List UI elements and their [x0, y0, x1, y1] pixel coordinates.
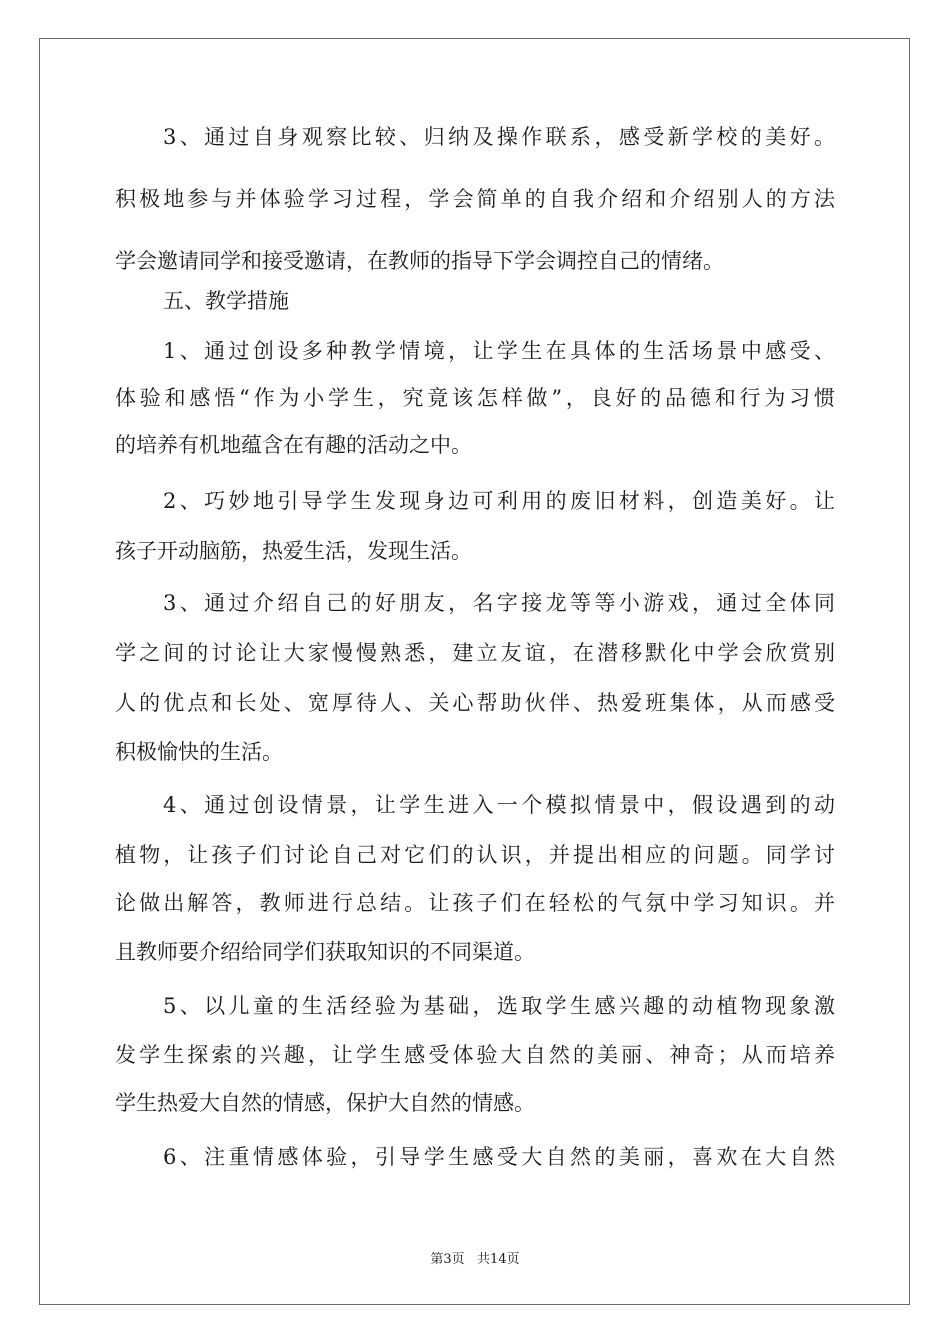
text-line: 5、以儿童的生活经验为基础，选取学生感兴趣的动植物现象激: [163, 994, 835, 1018]
text-line: 学生热爱大自然的情感，保护大自然的情感。: [115, 1091, 535, 1115]
text-line: 的培养有机地蕴含在有趣的活动之中。: [115, 433, 472, 457]
text-line: 人的优点和长处、宽厚待人、关心帮助伙伴、热爱班集体，从而感受: [115, 691, 835, 715]
text-line: 积极地参与并体验学习过程，学会简单的自我介绍和介绍别人的方法: [115, 187, 835, 211]
page-number: 第3页 共14页: [430, 1252, 520, 1267]
text-line: 发学生探索的兴趣，让学生感受体验大自然的美丽、神奇；从而培养: [115, 1043, 835, 1067]
section-heading: 五、教学措施: [163, 289, 289, 313]
text-line: 3、通过自身观察比较、归纳及操作联系，感受新学校的美好。: [163, 125, 835, 149]
text-line: 4、通过创设情景，让学生进入一个模拟情景中，假设遇到的动: [163, 793, 835, 817]
text-line: 学会邀请同学和接受邀请，在教师的指导下学会调控自己的情绪。: [115, 249, 724, 273]
text-line: 3、通过介绍自己的好朋友，名字接龙等等小游戏，通过全体同: [163, 591, 835, 615]
text-line: 积极愉快的生活。: [115, 740, 283, 764]
text-line: 孩子开动脑筋，热爱生活，发现生活。: [115, 539, 472, 563]
text-line: 1、通过创设多种教学情境，让学生在具体的生活场景中感受、: [163, 339, 835, 363]
text-line: 论做出解答，教师进行总结。让孩子们在轻松的气氛中学习知识。并: [115, 891, 835, 915]
text-line: 学之间的讨论让大家慢慢熟悉，建立友谊，在潜移默化中学会欣赏别: [115, 641, 835, 665]
text-line: 植物，让孩子们讨论自己对它们的认识，并提出相应的问题。同学讨: [115, 843, 835, 867]
text-line: 体验和感悟“作为小学生，究竟该怎样做”，良好的品德和行为习惯: [115, 386, 835, 410]
text-line: 且教师要介绍给同学们获取知识的不同渠道。: [115, 940, 535, 964]
text-line: 2、巧妙地引导学生发现身边可利用的废旧材料，创造美好。让: [163, 489, 835, 513]
text-line: 6、注重情感体验，引导学生感受大自然的美丽，喜欢在大自然: [163, 1145, 835, 1169]
